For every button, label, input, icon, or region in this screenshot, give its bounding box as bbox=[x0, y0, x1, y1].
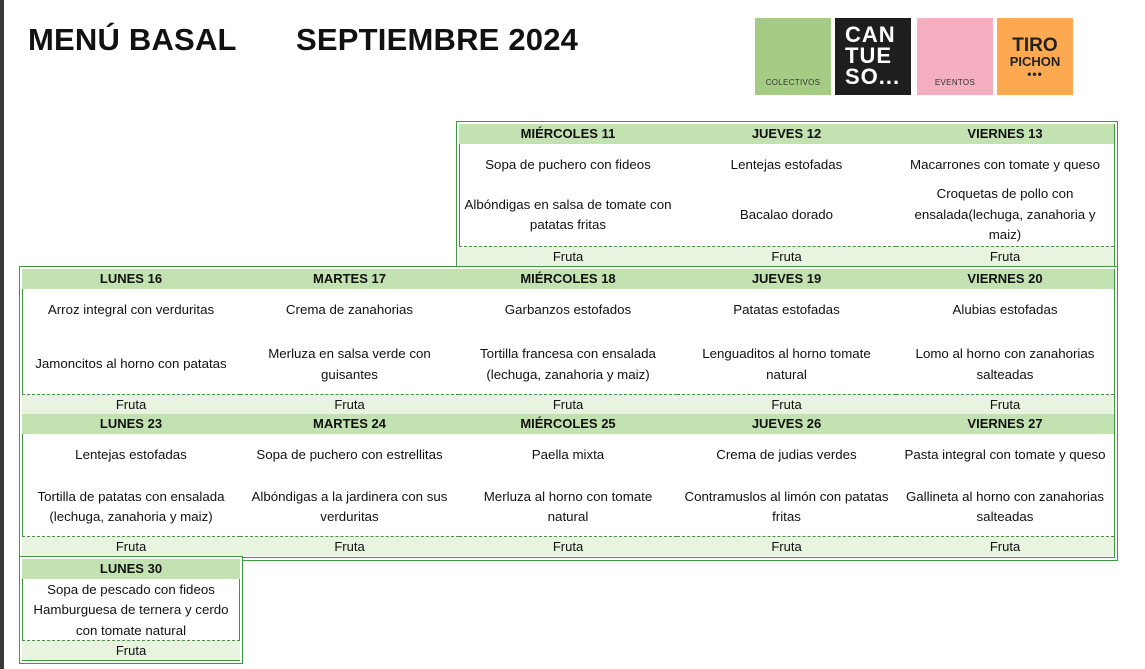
day-header: JUEVES 19 bbox=[677, 269, 896, 289]
second-course: Contramuslos al limón con patatas fritas bbox=[684, 488, 889, 524]
day-header: VIERNES 27 bbox=[896, 414, 1114, 434]
first-course: Macarrones con tomate y queso bbox=[910, 156, 1100, 172]
day-header: MARTES 24 bbox=[240, 414, 459, 434]
second-course: Bacalao dorado bbox=[739, 206, 834, 222]
second-course: Tortilla francesa con ensalada (lechuga, zanahoria y maiz) bbox=[480, 346, 656, 382]
window-edge bbox=[0, 0, 4, 669]
second-course: Lenguaditos al horno tomate natural bbox=[702, 346, 871, 382]
second-course: Albóndigas a la jardinera con sus verduritas bbox=[251, 488, 448, 524]
first-course: Lentejas estofadas bbox=[75, 447, 187, 463]
second-course: Jamoncitos al horno con patatas bbox=[35, 356, 227, 372]
dessert: Fruta bbox=[677, 536, 896, 556]
logo-eventos bbox=[917, 18, 993, 95]
first-course: Patatas estofadas bbox=[733, 301, 840, 317]
day-header: JUEVES 12 bbox=[677, 124, 896, 144]
second-course: Tortilla de patatas con ensalada (lechuga, zanahoria y maiz) bbox=[37, 488, 225, 524]
day-header: VIERNES 13 bbox=[896, 124, 1114, 144]
first-course: Paella mixta bbox=[531, 447, 605, 463]
day-header: MIÉRCOLES 18 bbox=[459, 269, 677, 289]
dessert: Fruta bbox=[459, 536, 677, 556]
first-course: Sopa de pescado con fideos bbox=[47, 581, 215, 597]
dessert: Fruta bbox=[22, 536, 240, 556]
first-course: Alubias estofadas bbox=[952, 301, 1058, 317]
dessert: Fruta bbox=[896, 246, 1114, 266]
logo-tiro-pichon bbox=[997, 18, 1073, 95]
logo-cantueso-text: CAN TUE SO... bbox=[845, 22, 901, 89]
first-course: Garbanzos estofados bbox=[504, 301, 632, 317]
second-course: Croquetas de pollo con ensalada(lechuga, zanahoria y maiz) bbox=[914, 186, 1096, 243]
first-course: Crema de judias verdes bbox=[716, 447, 857, 463]
day-header: LUNES 30 bbox=[22, 559, 240, 579]
dessert: Fruta bbox=[677, 394, 896, 414]
logo-colectivos-label: COLECTIVOS bbox=[765, 78, 821, 87]
dessert: Fruta bbox=[240, 394, 459, 414]
second-course: Hamburguesa de ternera y cerdo con tomate natural bbox=[33, 602, 229, 638]
day-header: MARTES 17 bbox=[240, 269, 459, 289]
dessert: Fruta bbox=[22, 640, 240, 660]
menu-title: MENÚ BASAL bbox=[28, 22, 237, 57]
second-course: Gallineta al horno con zanahorias salteadas bbox=[905, 488, 1105, 524]
dessert: Fruta bbox=[459, 246, 677, 266]
dessert: Fruta bbox=[896, 536, 1114, 556]
dessert: Fruta bbox=[677, 246, 896, 266]
second-course: Merluza al horno con tomate natural bbox=[483, 488, 653, 524]
logo-eventos-label: EVENTOS bbox=[934, 78, 976, 87]
second-course: Albóndigas en salsa de tomate con patatas fritas bbox=[464, 196, 672, 232]
logo-cantueso bbox=[835, 18, 911, 95]
first-course: Sopa de puchero con estrellitas bbox=[256, 447, 443, 463]
dessert: Fruta bbox=[22, 394, 240, 414]
dessert: Fruta bbox=[240, 536, 459, 556]
day-header: JUEVES 26 bbox=[677, 414, 896, 434]
second-course: Merluza en salsa verde con guisantes bbox=[268, 346, 431, 382]
day-header: LUNES 23 bbox=[22, 414, 240, 434]
day-header: MIÉRCOLES 25 bbox=[459, 414, 677, 434]
logo-colectivos bbox=[755, 18, 831, 95]
first-course: Sopa de puchero con fideos bbox=[485, 156, 651, 172]
second-course: Lomo al horno con zanahorias salteadas bbox=[915, 346, 1095, 382]
day-header: VIERNES 20 bbox=[896, 269, 1114, 289]
day-header: LUNES 16 bbox=[22, 269, 240, 289]
first-course: Crema de zanahorias bbox=[285, 301, 414, 317]
first-course: Pasta integral con tomate y queso bbox=[904, 447, 1106, 463]
first-course: Lentejas estofadas bbox=[730, 156, 843, 172]
dessert: Fruta bbox=[459, 394, 677, 414]
day-header: MIÉRCOLES 11 bbox=[459, 124, 677, 144]
logo-tiro-pichon-text: TIRO PICHON ••• bbox=[1009, 35, 1061, 81]
dessert: Fruta bbox=[896, 394, 1114, 414]
month-title: SEPTIEMBRE 2024 bbox=[296, 22, 579, 57]
first-course: Arroz integral con verduritas bbox=[47, 301, 215, 317]
